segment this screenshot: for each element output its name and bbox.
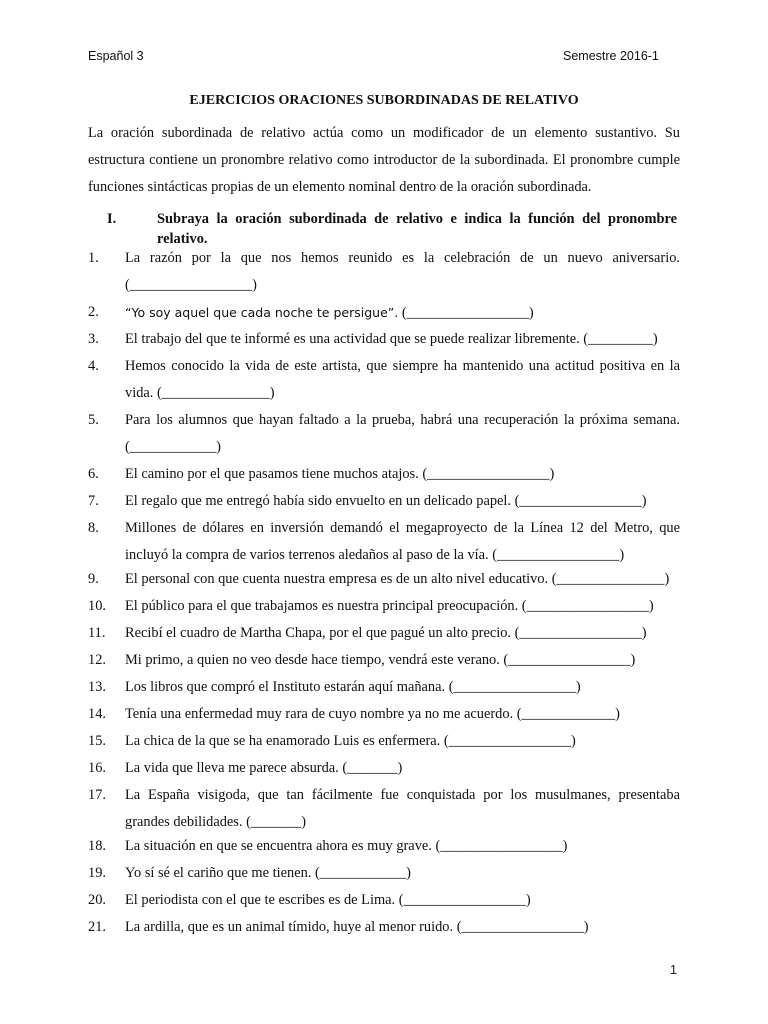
item-text: La vida que lleva me parece absurda. (_______) — [125, 760, 403, 776]
item-answer-blank: (____________) — [125, 439, 221, 455]
item-text: Yo sí sé el cariño que me tienen. (____________) — [125, 865, 411, 881]
item-number: 5. — [88, 412, 99, 428]
item-text: La chica de la que se ha enamorado Luis es enfermera. (_________________) — [125, 733, 576, 749]
item-text-continued: vida. (_______________) — [125, 385, 275, 401]
item-number: 15. — [88, 733, 106, 749]
item-text: Mi primo, a quien no veo desde hace tiempo, vendrá este verano. (_________________) — [125, 652, 636, 668]
item-text: Para los alumnos que hayan faltado a la prueba, habrá una recuperación la próxima semana. — [125, 412, 680, 428]
item-text: La España visigoda, que tan fácilmente fue conquistada por los musulmanes, presentaba — [125, 787, 680, 803]
item-text: Recibí el cuadro de Martha Chapa, por el que pagué un alto precio. (_________________) — [125, 625, 647, 641]
section-instruction: Subraya la oración subordinada de relativo e indica la función del pronombre relativo. — [157, 211, 677, 247]
item-text: El camino por el que pasamos tiene muchos atajos. (_________________) — [125, 466, 555, 482]
item-number: 12. — [88, 652, 106, 668]
item-text: El personal con que cuenta nuestra empresa es de un alto nivel educativo. (_______________) — [125, 571, 670, 587]
item-text: La ardilla, que es un animal tímido, huye al menor ruido. (_________________) — [125, 919, 589, 935]
item-number: 9. — [88, 571, 99, 587]
item-text: El trabajo del que te informé es una actividad que se puede realizar libremente. (_________) — [125, 331, 658, 347]
item-text: El periodista con el que te escribes es de Lima. (_________________) — [125, 892, 531, 908]
item-number: 21. — [88, 919, 106, 935]
item-number: 10. — [88, 598, 106, 614]
item-text: Tenía una enfermedad muy rara de cuyo nombre ya no me acuerdo. (_____________) — [125, 706, 620, 722]
item-number: 3. — [88, 331, 99, 347]
item-text: Los libros que compró el Instituto estarán aquí mañana. (_________________) — [125, 679, 581, 695]
item-text: El público para el que trabajamos es nuestra principal preocupación. (_________________) — [125, 598, 654, 614]
item-number: 7. — [88, 493, 99, 509]
page-title: EJERCICIOS ORACIONES SUBORDINADAS DE RELATIVO — [189, 93, 579, 108]
item-answer-blank: (_________________) — [125, 277, 257, 293]
item-quote: “Yo soy aquel que cada noche te persigue”. — [125, 305, 399, 320]
item-answer-blank: (_________________) — [398, 305, 534, 321]
item-text: La situación en que se encuentra ahora es muy grave. (_________________) — [125, 838, 568, 854]
item-text-continued: grandes debilidades. (_______) — [125, 814, 307, 830]
item-number: 8. — [88, 520, 99, 536]
item-number: 1. — [88, 250, 99, 266]
item-number: 16. — [88, 760, 106, 776]
item-text: Millones de dólares en inversión demandó el megaproyecto de la Línea 12 del Metro, que — [125, 520, 680, 536]
intro-paragraph: La oración subordinada de relativo actúa como un modificador de un elemento sustantivo. Su estructura contiene un pronombre relativo como introductor de la subordinada. El pronombre cumple funciones sintácticas propias de un elemento nominal dentro de la oración subordinada. — [88, 125, 680, 195]
item-number: 17. — [88, 787, 106, 803]
item-number: 18. — [88, 838, 106, 854]
section-number: I. — [107, 211, 117, 227]
item-number: 19. — [88, 865, 106, 881]
item-number: 20. — [88, 892, 106, 908]
item-text: La razón por la que nos hemos reunido es la celebración de un nuevo aniversario. — [125, 250, 680, 266]
item-number: 14. — [88, 706, 106, 722]
item-number: 2. — [88, 304, 99, 320]
page-number: 1 — [670, 963, 677, 977]
header-course: Español 3 — [88, 49, 144, 63]
item-number: 6. — [88, 466, 99, 482]
item-number: 11. — [88, 625, 106, 641]
item-text: Hemos conocido la vida de este artista, que siempre ha mantenido una actitud positiva en la — [125, 358, 680, 374]
item-text: El regalo que me entregó había sido envuelto en un delicado papel. (_________________) — [125, 493, 647, 509]
item-number: 13. — [88, 679, 106, 695]
header-semester: Semestre 2016-1 — [563, 49, 659, 63]
item-text-continued: incluyó la compra de varios terrenos aledaños al paso de la vía. (_________________) — [125, 547, 625, 563]
item-number: 4. — [88, 358, 99, 374]
